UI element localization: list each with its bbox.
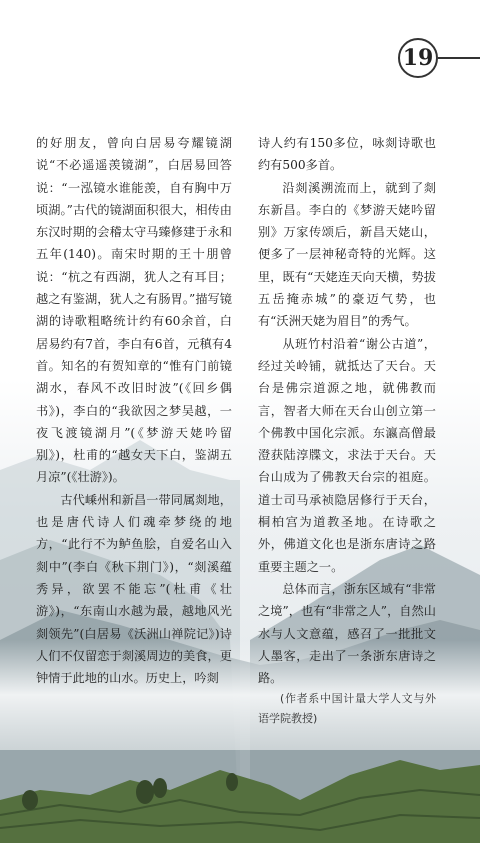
right-column	[258, 132, 436, 729]
right-paragraph-3: 从班竹村沿着“谢公古道”，经过关岭铺，就抵达了天台。天台是佛宗道源之地，就佛教而言，智者大师在天台山创立第一个佛教中国化宗派。东瀛高僧最澄获陆淳牒文，求法于天台。天台山成为了佛教天台宗的祖庭。道士司马承祯隐居修行于天台，桐柏宫为道教圣地。在诗歌之外，佛道文化也是浙东唐诗之路重要主题之一。	[258, 336, 436, 574]
page-number: 19	[398, 38, 438, 78]
left-paragraph-1: 的好朋友，曾向白居易夸耀镜湖说“不必遥遥羡镜湖”，白居易回答说：“一泓镜水谁能羡，自有胸中万顷湖。”古代的镜湖面积很大，相传由东汉时期的会稽太守马臻修建于永和五年(140)。南宋时期的王十朋曾说：“杭之有西湖，犹人之有耳目；越之有鉴湖，犹人之有肠胃。”描写镜湖的诗歌粗略统计约有60余首，白居易约有7首，李白有6首，元稹有4首。知名的有贺知章的“惟有门前镜湖水，春风不改旧时波”(《回乡偶书》)，李白的“我欲因之梦吴越，一夜飞渡镜湖月”(《梦游天姥吟留别》)，杜甫的“越女天下白，鉴湖五月凉”(《壮游》)。	[36, 136, 232, 485]
left-column	[36, 132, 232, 689]
author-byline: (作者系中国计量大学人文与外语学院教授)	[258, 692, 436, 726]
right-paragraph-1: 诗人约有150多位，咏剡诗歌也约有500多首。	[258, 136, 436, 173]
right-paragraph-2: 沿剡溪溯流而上，就到了剡东新昌。李白的《梦游天姥吟留别》万家传颂后，新昌天姥山，便多了一层神秘奇特的光辉。这里，既有“天姥连天向天横，势拔五岳掩赤城”的豪迈气势，也有“沃洲天姥为眉目”的秀气。	[258, 180, 436, 329]
page-number-rule	[438, 57, 480, 59]
left-paragraph-2: 古代嵊州和新昌一带同属剡地，也是唐代诗人们魂牵梦绕的地方，“此行不为鲈鱼脍，自爱名山入剡中”(李白《秋下荆门》)，“剡溪蕴秀异，欲罢不能忘”(杜甫《壮游》)，“东南山水越为最，越地风光剡领先”(白居易《沃洲山禅院记》)诗人们不仅留恋于剡溪周边的美食，更钟情于此地的山水。历史上，吟剡	[36, 492, 232, 686]
right-paragraph-4: 总体而言，浙东区域有“非常之境”，也有“非常之人”，自然山水与人文意蕴，感召了一批批文人墨客，走出了一条浙东唐诗之路。	[258, 581, 436, 686]
